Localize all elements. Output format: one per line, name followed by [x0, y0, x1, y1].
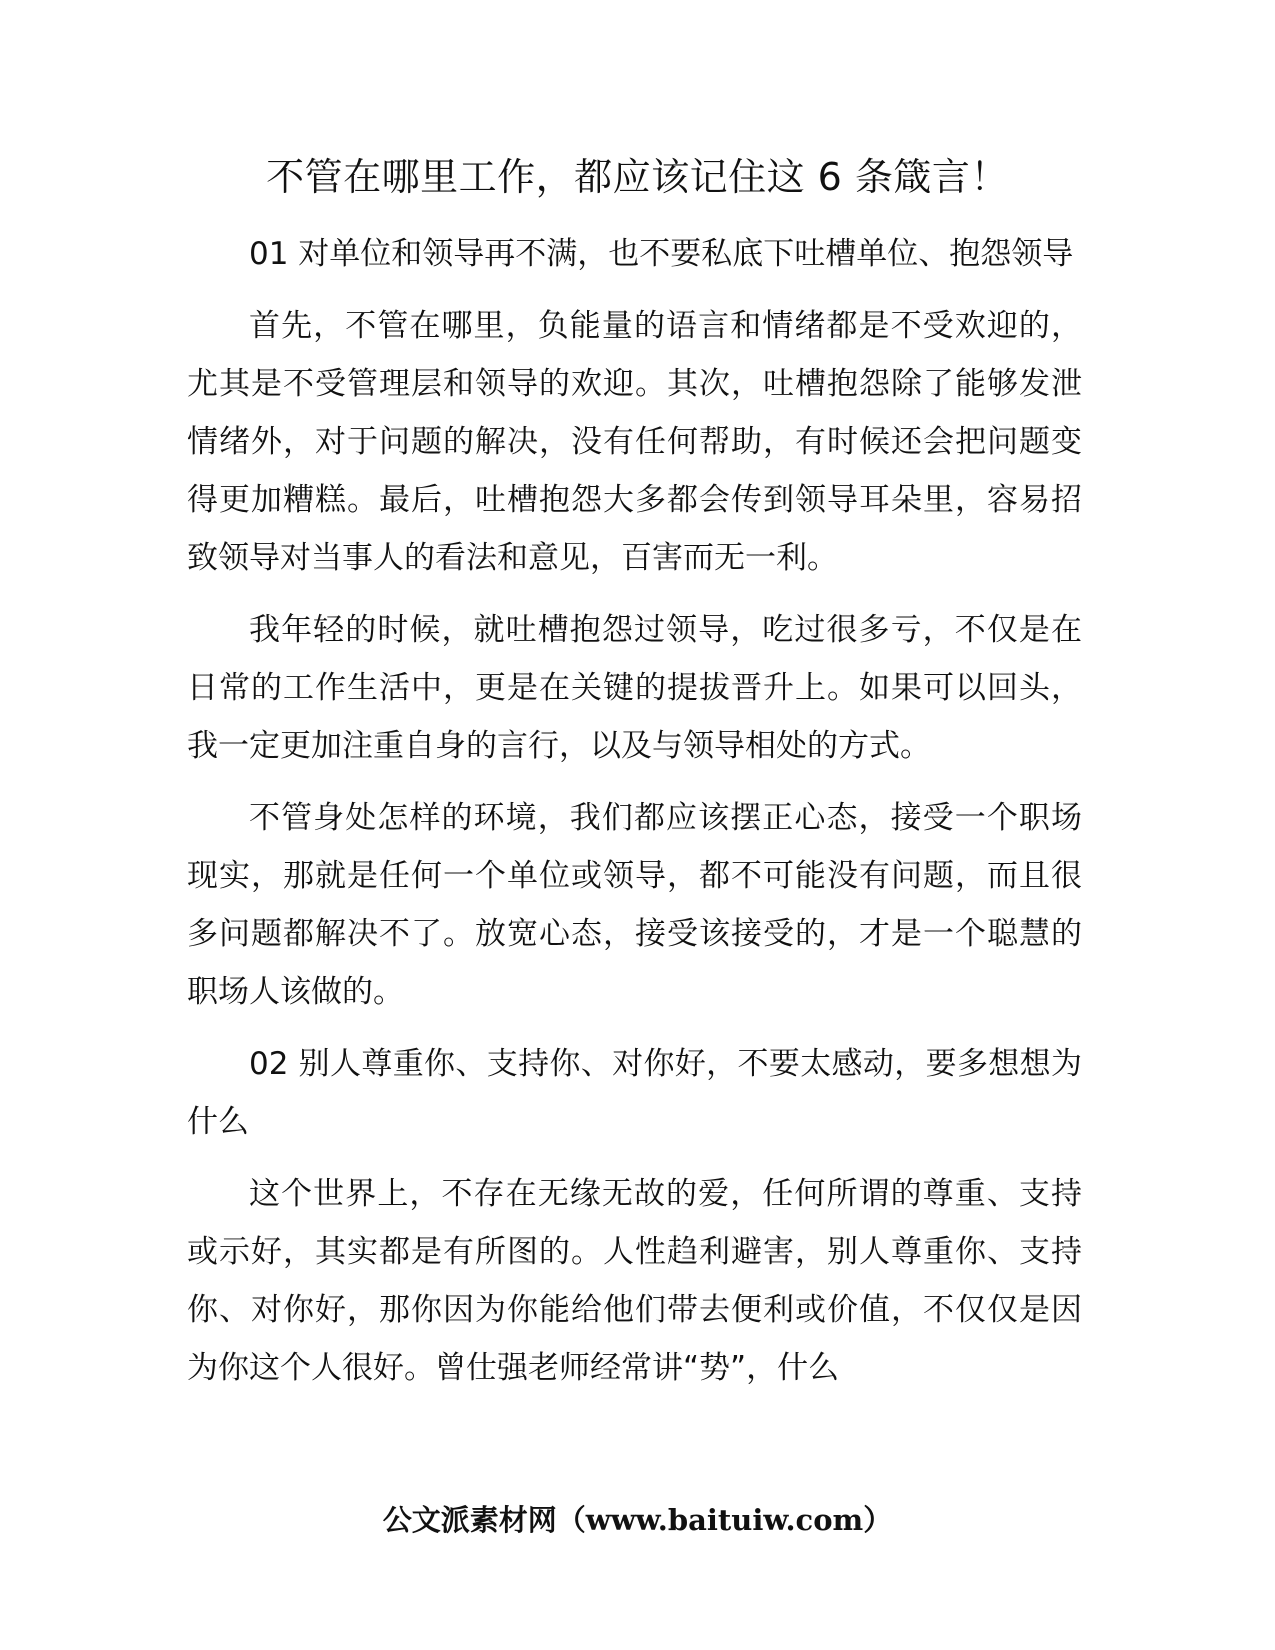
heading-01: 01 对单位和领导再不满，也不要私底下吐槽单位、抱怨领导 [249, 236, 1074, 272]
document-body [187, 225, 1082, 1411]
paragraph: 我年轻的时候，就吐槽抱怨过领导，吃过很多亏，不仅是在日常的工作生活中，更是在关键的提拔晋升上。如果可以回头，我一定更加注重自身的言行，以及与领导相处的方式。 [187, 612, 1082, 764]
document-title: 不管在哪里工作，都应该记住这 6 条箴言！ [266, 155, 1009, 199]
paragraph: 首先，不管在哪里，负能量的语言和情绪都是不受欢迎的，尤其是不受管理层和领导的欢迎。其次，吐槽抱怨除了能够发泄情绪外，对于问题的解决，没有任何帮助，有时候还会把问题变得更加糟糕。最后，吐槽抱怨大多都会传到领导耳朵里，容易招致领导对当事人的看法和意见，百害而无一利。 [187, 308, 1082, 576]
heading-02: 02 别人尊重你、支持你、对你好，不要太感动，要多想想为什么 [187, 1046, 1082, 1140]
paragraph: 不管身处怎样的环境，我们都应该摆正心态，接受一个职场现实，那就是任何一个单位或领导，都不可能没有问题，而且很多问题都解决不了。放宽心态，接受该接受的，才是一个聪慧的职场人该做的。 [187, 800, 1082, 1010]
page-footer-watermark: 公文派素材网（www.baituiw.com） [382, 1503, 893, 1537]
paragraph: 这个世界上，不存在无缘无故的爱，任何所谓的尊重、支持或示好，其实都是有所图的。人性趋利避害，别人尊重你、支持你、对你好，那你因为你能给他们带去便利或价值，不仅仅是因为你这个人很好。曾仕强老师经常讲“势”，什么 [187, 1176, 1082, 1386]
